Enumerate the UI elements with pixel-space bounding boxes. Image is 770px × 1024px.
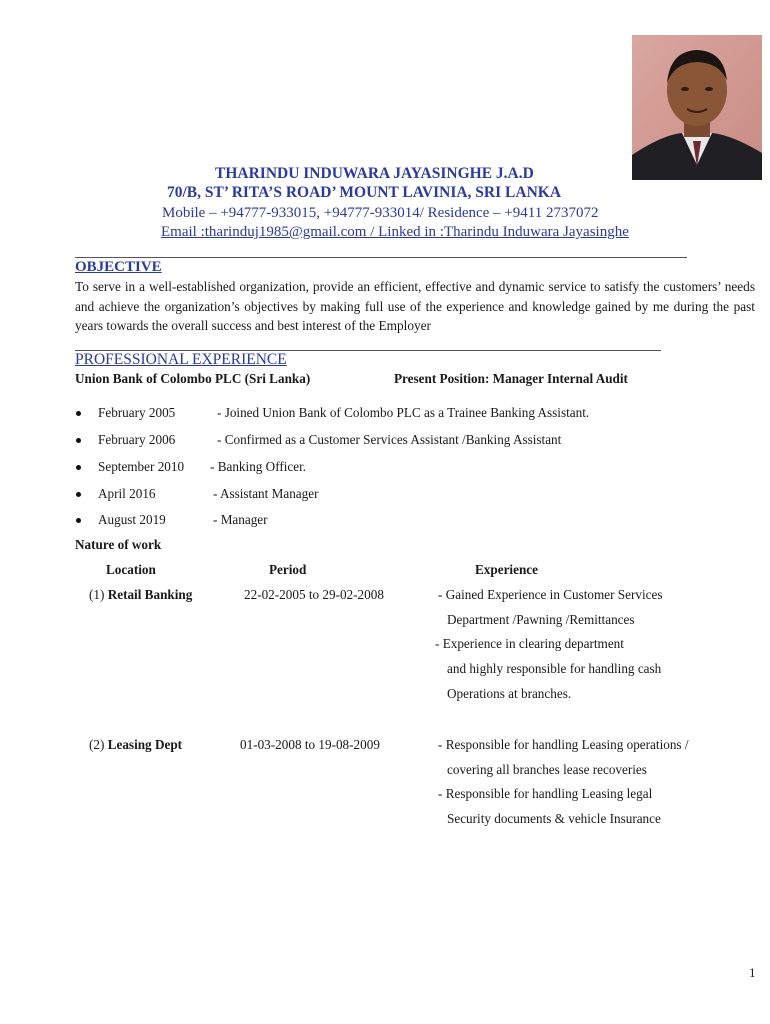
profile-photo	[632, 35, 762, 180]
timeline-date: February 2005	[98, 405, 176, 420]
role-experience-line: Security documents & vehicle Insurance	[447, 811, 661, 826]
role-location-name: Retail Banking	[107, 587, 193, 602]
role-location	[89, 737, 182, 753]
timeline-desc: - Assistant Manager	[213, 486, 319, 501]
timeline-desc: - Confirmed as a Customer Services Assistant /Banking Assistant	[217, 432, 562, 447]
timeline-desc: - Banking Officer.	[210, 459, 307, 474]
candidate-address: 70/B, ST’ RITA’S ROAD’ MOUNT LAVINIA, SRI LANKA	[167, 184, 562, 201]
role-experience-line: - Responsible for handling Leasing legal	[438, 786, 653, 801]
timeline-date: August 2019	[98, 512, 166, 527]
role-experience-line: - Experience in clearing department	[435, 636, 624, 651]
timeline-date: April 2016	[98, 486, 156, 501]
role-location-name: Leasing Dept	[107, 737, 183, 752]
objective-title: OBJECTIVE	[75, 259, 162, 275]
bullet-icon	[76, 492, 81, 497]
timeline-date: February 2006	[98, 432, 176, 447]
role-number: (1)	[89, 587, 108, 602]
objective-text: To serve in a well-established organization, provide an efficient, effective and dynamic service to satisfy the customers’ needs and achieve the organization’s objectives by making full use of the experience and knowledge gained by me during the past years towards the overall success and best interest of the Employer	[75, 279, 755, 333]
nature-of-work-title: Nature of work	[75, 537, 162, 552]
role-experience-line: Operations at branches.	[447, 686, 572, 701]
present-position: Present Position: Manager Internal Audit	[394, 371, 628, 386]
column-header-location: Location	[106, 562, 156, 577]
column-header-period: Period	[269, 562, 307, 577]
role-experience-line: - Gained Experience in Customer Services	[438, 587, 663, 602]
contact-email-linkedin[interactable]: Email :tharinduj1985@gmail.com / Linked in :Tharindu Induwara Jayasinghe	[161, 224, 629, 240]
experience-title: PROFESSIONAL EXPERIENCE	[75, 351, 287, 368]
divider	[75, 257, 687, 258]
role-number: (2)	[89, 737, 108, 752]
role-experience-line: and highly responsible for handling cash	[447, 661, 662, 676]
role-period: 22-02-2005 to 29-02-2008	[244, 587, 384, 602]
role-experience-line: - Responsible for handling Leasing operations /	[438, 737, 689, 752]
bullet-icon	[76, 518, 81, 523]
column-header-experience: Experience	[475, 562, 538, 577]
candidate-name: THARINDU INDUWARA JAYASINGHE J.A.D	[215, 165, 534, 182]
timeline-desc: - Joined Union Bank of Colombo PLC as a Trainee Banking Assistant.	[217, 405, 590, 420]
employer-name: Union Bank of Colombo PLC (Sri Lanka)	[75, 371, 311, 386]
bullet-icon	[76, 465, 81, 470]
role-experience-line: covering all branches lease recoveries	[447, 762, 647, 777]
bullet-icon	[76, 411, 81, 416]
role-experience-line: Department /Pawning /Remittances	[447, 612, 635, 627]
role-period: 01-03-2008 to 19-08-2009	[240, 737, 380, 752]
timeline-date: September 2010	[98, 459, 185, 474]
contact-phones: Mobile – +94777-933015, +94777-933014/ Residence – +9411 2737072	[162, 205, 599, 221]
timeline-desc: - Manager	[213, 512, 268, 527]
page-number: 1	[749, 965, 756, 980]
role-location	[89, 587, 192, 603]
bullet-icon	[76, 438, 81, 443]
